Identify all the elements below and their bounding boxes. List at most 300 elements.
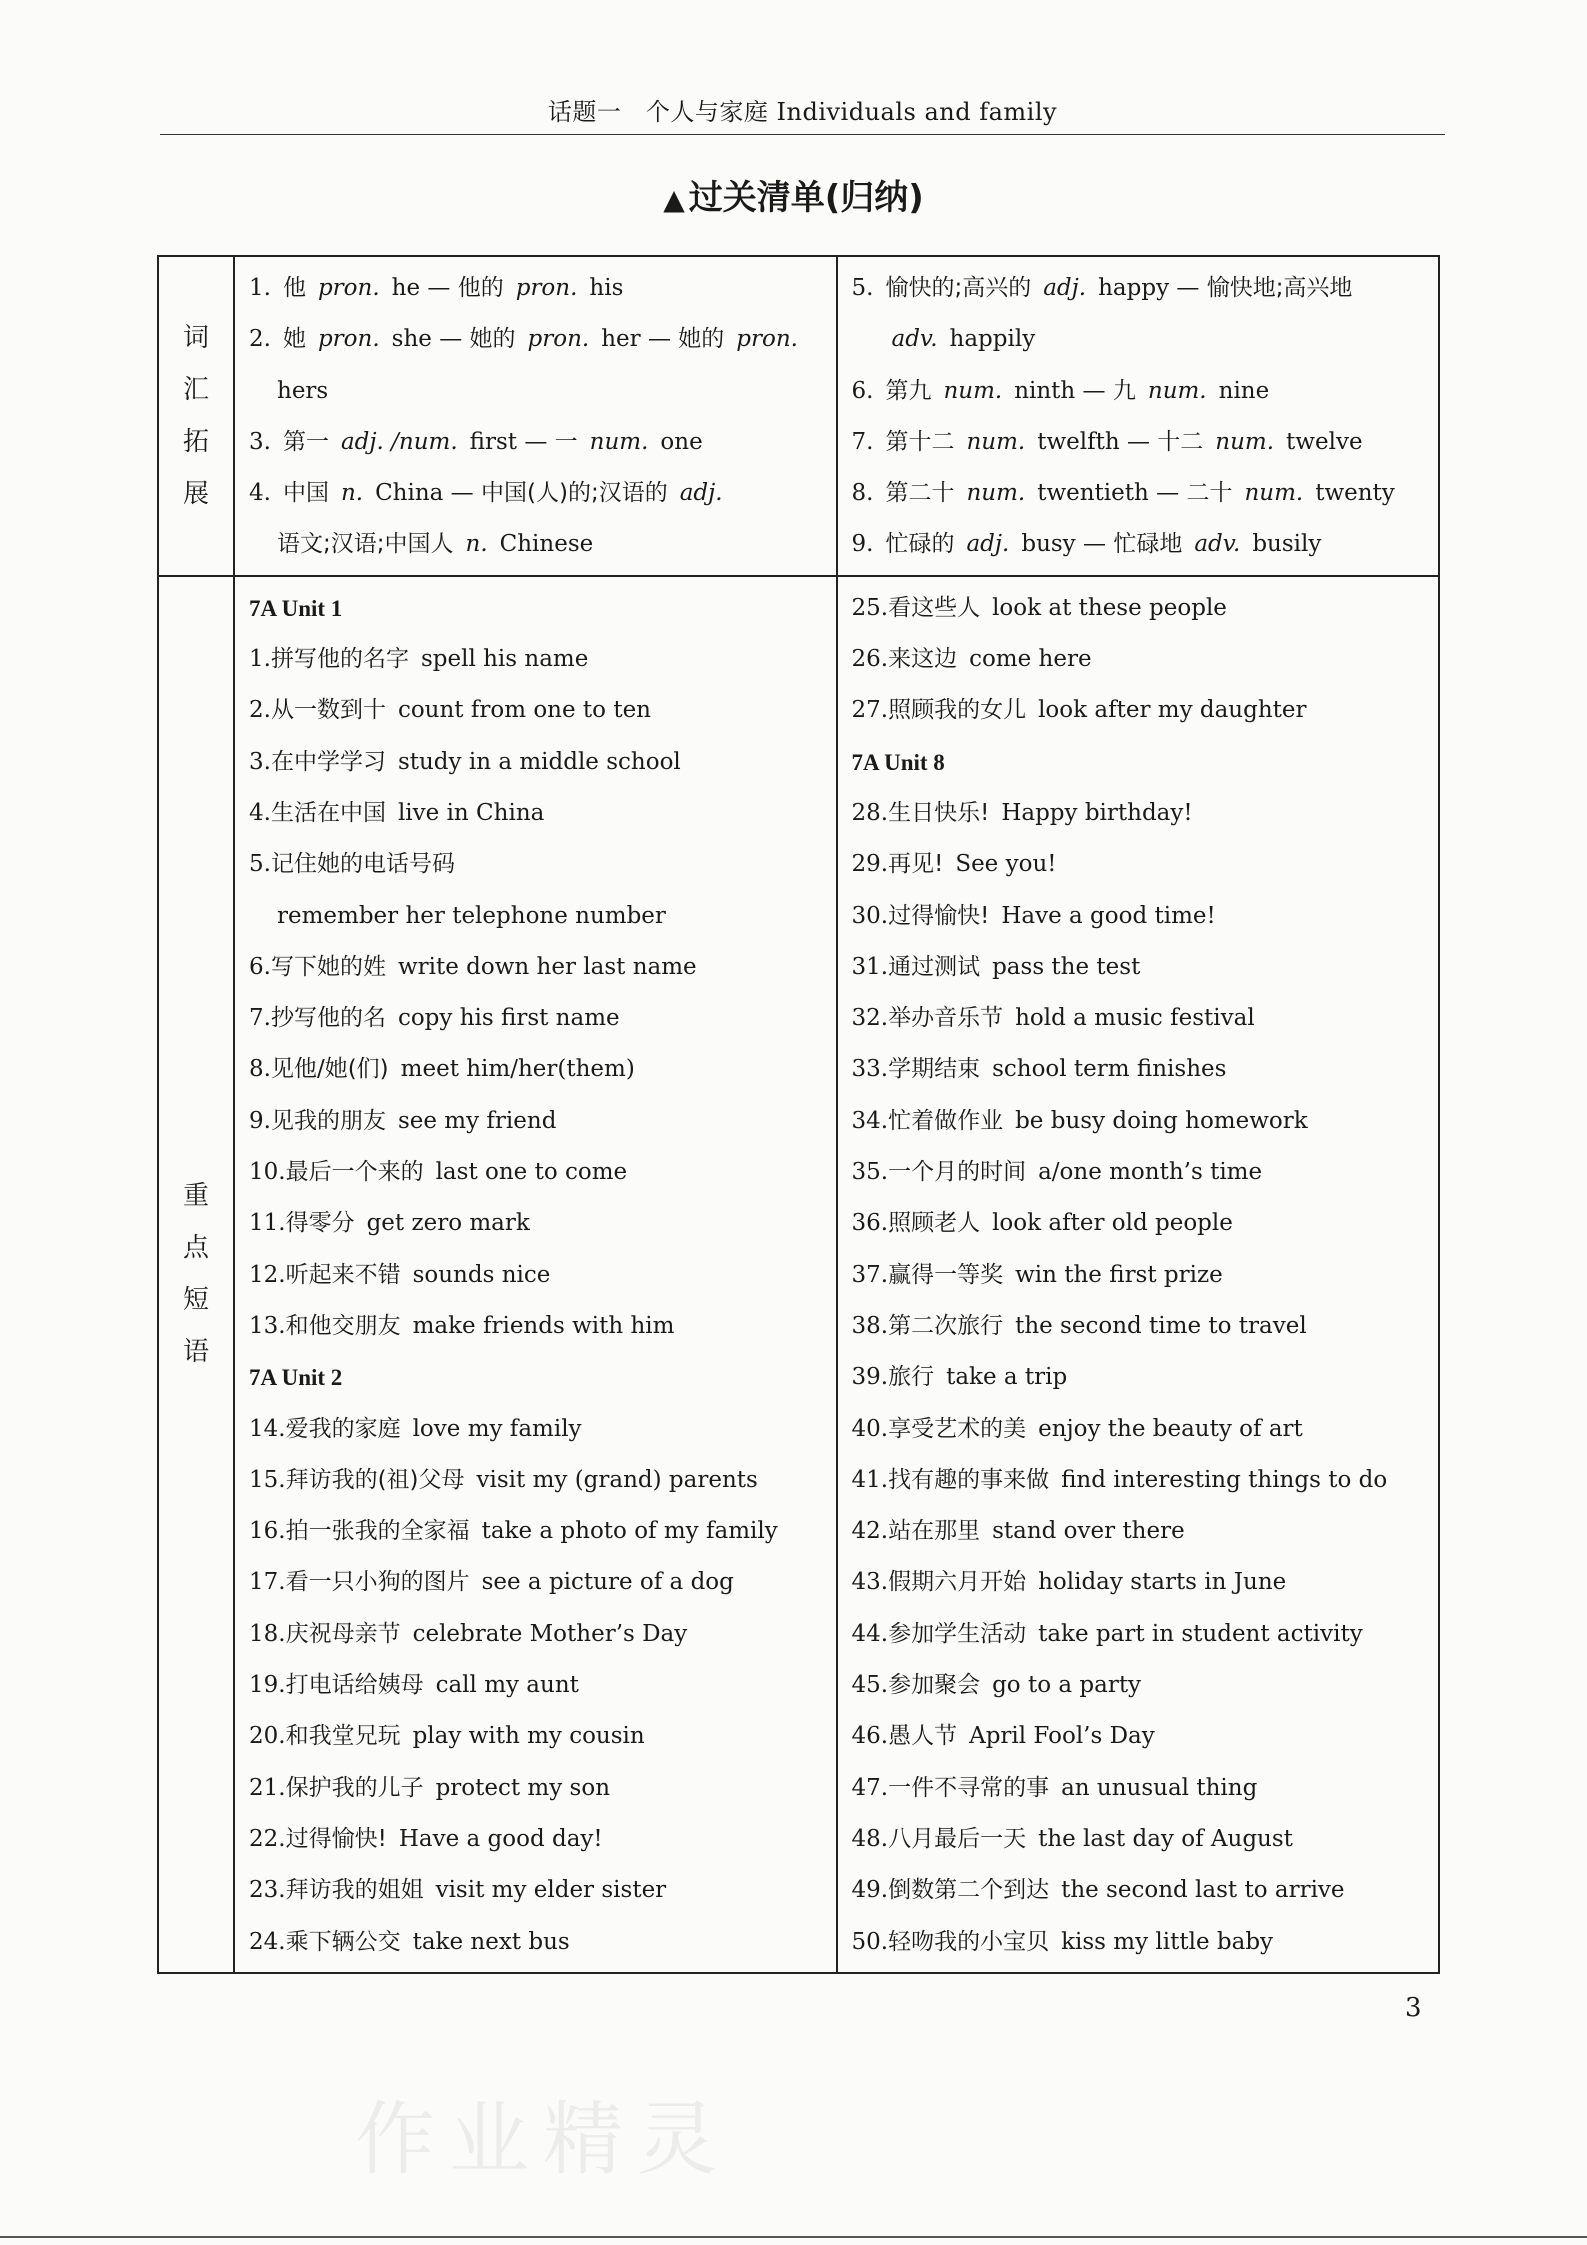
- entry-english: she: [391, 326, 432, 353]
- entry-english-2: his: [589, 275, 624, 301]
- phrase-english: look at these people: [992, 594, 1227, 621]
- vocab-row: [158, 256, 1439, 576]
- unit-heading: 7A Unit 8: [851, 749, 945, 775]
- phrase-number: 40.: [851, 1415, 889, 1442]
- phrase-chinese: 乘下辆公交: [285, 1928, 401, 1955]
- phrase-number: 41.: [851, 1466, 889, 1493]
- entry-pos: pron.: [317, 326, 380, 353]
- phrase-entry: [852, 1198, 1425, 1249]
- phrase-chinese: 记住她的电话号码: [270, 851, 455, 878]
- phrase-chinese: 拼写他的名字: [270, 646, 409, 673]
- dash: —: [640, 326, 679, 353]
- phrase-chinese: 找有趣的事来做: [888, 1466, 1050, 1493]
- phrase-chinese: 在中学学习: [270, 748, 386, 775]
- phrase-entry: [852, 634, 1425, 685]
- entry-continuation-pos: adv.: [891, 326, 938, 353]
- entry-english-2: twenty: [1315, 480, 1395, 507]
- phrase-number: 15.: [249, 1466, 286, 1493]
- phrase-entry: [249, 1147, 822, 1198]
- phrase-chinese: 来这边: [888, 646, 958, 673]
- phrase-english: call my aunt: [435, 1672, 579, 1699]
- phrase-number: 34.: [851, 1107, 889, 1134]
- entry-number: 8.: [851, 480, 874, 507]
- phrase-entry: [852, 891, 1425, 942]
- entry-pos-2: num.: [1244, 480, 1304, 507]
- dash: —: [1169, 275, 1207, 301]
- phrase-chinese: 假期六月开始: [888, 1569, 1027, 1596]
- phrase-chinese: 保护我的儿子: [285, 1774, 424, 1801]
- entry-chinese: 第九: [885, 377, 932, 404]
- phrase-english: count from one to ten: [397, 697, 651, 724]
- phrase-number: 12.: [249, 1261, 286, 1288]
- phrase-english: win the first prize: [1015, 1261, 1223, 1288]
- phrase-number: 31.: [851, 953, 889, 980]
- vocab-entry: [852, 417, 1425, 468]
- phrase-chinese: 看这些人: [888, 594, 981, 621]
- bottom-edge-rule: [0, 2236, 1587, 2238]
- phrase-english: kiss my little baby: [1061, 1928, 1274, 1955]
- phrase-number: 38.: [851, 1312, 889, 1339]
- phrase-chinese: 站在那里: [888, 1518, 981, 1545]
- entry-continuation-english: Chinese: [499, 531, 594, 558]
- phrase-chinese: 过得愉快!: [285, 1825, 387, 1852]
- phrase-number: 17.: [249, 1569, 286, 1596]
- entry-chinese-2: 九: [1112, 377, 1136, 404]
- phrase-entry: [249, 788, 822, 839]
- phrase-number: 45.: [851, 1672, 889, 1699]
- phrase-english: pass the test: [992, 953, 1141, 980]
- phrase-entry: [249, 1917, 822, 1968]
- entry-english: first: [469, 428, 518, 455]
- entry-pos-2: num.: [589, 428, 649, 455]
- phrase-english: take a trip: [946, 1364, 1068, 1391]
- phrase-number: 21.: [249, 1774, 286, 1801]
- phrase-number: 35.: [851, 1159, 889, 1186]
- phrase-chinese: 生日快乐!: [888, 799, 990, 826]
- phrase-chinese: 参加聚会: [888, 1672, 981, 1699]
- phrase-number: 14.: [249, 1415, 286, 1442]
- entry-pos-2: adv.: [1194, 531, 1241, 558]
- phrase-number: 7.: [249, 1005, 271, 1032]
- phrase-english: protect my son: [435, 1774, 611, 1801]
- entry-english: China: [375, 480, 444, 507]
- entry-english-2: busily: [1252, 531, 1322, 558]
- phrase-number: 26.: [851, 646, 889, 673]
- phrase-entry: [852, 1044, 1425, 1095]
- entry-continuation: hers: [277, 377, 329, 404]
- phrase-entry: [249, 1506, 822, 1557]
- phrase-chinese: 见我的朋友: [270, 1107, 386, 1134]
- entry-continuation-chinese: 语文;汉语;中国人: [277, 531, 454, 558]
- entry-pos-2: num.: [1147, 377, 1207, 404]
- entry-chinese-2: 二十: [1186, 480, 1233, 507]
- phrase-chinese: 赢得一等奖: [888, 1261, 1004, 1288]
- phrase-number: 22.: [249, 1825, 286, 1852]
- entry-number: 4.: [249, 480, 271, 507]
- entry-pos: adj. /num.: [340, 428, 458, 455]
- phrase-entry: [852, 1096, 1425, 1147]
- phrase-number: 47.: [851, 1774, 889, 1801]
- entry-pos: adj.: [966, 531, 1010, 558]
- entry-english-2: her: [601, 326, 641, 353]
- phrase-chinese: 第二次旅行: [888, 1312, 1004, 1339]
- entry-english: busy: [1021, 531, 1076, 558]
- category-char: 短: [182, 1285, 209, 1316]
- entry-pos-2: adj.: [679, 480, 723, 507]
- phrase-entry: [852, 1814, 1425, 1865]
- phrase-chinese: 和他交朋友: [285, 1312, 401, 1339]
- entry-chinese: 他: [282, 275, 306, 301]
- vocab-left-column: [234, 256, 837, 576]
- category-char: 展: [182, 478, 209, 509]
- phrase-english: go to a party: [992, 1672, 1142, 1699]
- entry-pos-2: pron.: [515, 275, 578, 301]
- phrase-number: 3.: [249, 748, 271, 775]
- phrase-english: live in China: [397, 799, 545, 826]
- phrase-chinese: 拜访我的(祖)父母: [285, 1466, 465, 1493]
- phrase-entry: [249, 737, 822, 788]
- phrases-left-column: [234, 576, 837, 1973]
- phrase-chinese: 举办音乐节: [888, 1005, 1004, 1032]
- phrase-chinese: 见他/她(们): [270, 1056, 389, 1083]
- entry-chinese-2: 愉快地;高兴地: [1206, 275, 1353, 301]
- phrase-english: look after my daughter: [1038, 697, 1307, 724]
- phrase-chinese: 学期结束: [888, 1056, 981, 1083]
- phrase-entry: [249, 685, 822, 736]
- phrase-number: 27.: [851, 697, 889, 724]
- phrase-english: see a picture of a dog: [481, 1569, 734, 1596]
- phrase-chinese: 庆祝母亲节: [285, 1620, 401, 1647]
- dash: —: [420, 275, 458, 301]
- phrase-english: play with my cousin: [412, 1723, 645, 1750]
- entry-number: 9.: [851, 531, 874, 558]
- phrase-english: spell his name: [420, 646, 589, 673]
- entry-english-2: nine: [1218, 377, 1270, 404]
- dash: —: [1075, 377, 1113, 404]
- phrase-number: 44.: [851, 1620, 889, 1647]
- phrase-entry: [249, 1096, 822, 1147]
- entry-chinese-3: 她的: [678, 326, 725, 353]
- phrase-english: holiday starts in June: [1038, 1569, 1287, 1596]
- unit-heading: 7A Unit 2: [249, 1365, 343, 1391]
- vocab-entry: [852, 468, 1425, 519]
- phrase-english: celebrate Mother’s Day: [412, 1620, 688, 1647]
- entry-chinese: 忙碌的: [885, 531, 955, 558]
- entry-chinese: 第一: [282, 428, 329, 455]
- phrase-entry: [852, 1557, 1425, 1608]
- entry-pos: pron.: [317, 275, 380, 301]
- phrase-english: a/one month’s time: [1038, 1159, 1263, 1186]
- phrase-number: 8.: [249, 1056, 271, 1083]
- phrase-chinese: 八月最后一天: [888, 1825, 1027, 1852]
- entry-number: 2.: [249, 326, 271, 353]
- phrase-entry: [249, 1865, 822, 1916]
- phrase-number: 49.: [851, 1877, 889, 1904]
- phrase-english: See you!: [955, 851, 1057, 878]
- phrase-entry: [249, 1404, 822, 1455]
- vocab-entry: [852, 263, 1425, 314]
- entry-number: 1.: [249, 275, 271, 301]
- phrase-english: last one to come: [435, 1159, 628, 1186]
- phrase-english: Have a good day!: [398, 1825, 603, 1852]
- entry-pos: num.: [966, 428, 1026, 455]
- phrase-english: the last day of August: [1038, 1825, 1293, 1852]
- phrase-chinese: 一个月的时间: [888, 1159, 1027, 1186]
- phrase-english: make friends with him: [412, 1312, 675, 1339]
- page-title: [0, 170, 1587, 219]
- phrases-category-cell: [158, 576, 234, 1973]
- phrase-number: 28.: [851, 799, 889, 826]
- header-rule: [160, 134, 1445, 135]
- phrase-english: get zero mark: [366, 1210, 530, 1237]
- entry-english-2: one: [660, 428, 703, 455]
- phrase-english: meet him/her(them): [400, 1056, 635, 1083]
- vocab-entry: [249, 519, 822, 570]
- phrase-number: 10.: [249, 1159, 286, 1186]
- phrase-chinese: 爱我的家庭: [285, 1415, 401, 1442]
- entry-english: twelfth: [1037, 428, 1120, 455]
- dash: —: [1075, 531, 1114, 558]
- phrase-chinese: 通过测试: [888, 953, 981, 980]
- phrase-chinese: 生活在中国: [270, 799, 386, 826]
- phrase-entry: [852, 942, 1425, 993]
- phrase-english: copy his first name: [397, 1005, 620, 1032]
- phrase-entry: [249, 993, 822, 1044]
- phrase-entry: [249, 1609, 822, 1660]
- phrase-chinese: 享受艺术的美: [888, 1415, 1027, 1442]
- phrase-chinese: 得零分: [285, 1210, 355, 1237]
- entry-chinese: 她: [282, 326, 306, 353]
- phrase-number: 46.: [851, 1723, 889, 1750]
- phrase-number: 5.: [249, 851, 271, 878]
- vocab-entry: [852, 366, 1425, 417]
- phrase-entry: [249, 942, 822, 993]
- phrase-english: take part in student activity: [1038, 1620, 1363, 1647]
- phrase-entry: [249, 1711, 822, 1762]
- category-char: 点: [182, 1233, 209, 1264]
- entry-chinese-2: 中国(人)的;汉语的: [481, 480, 668, 507]
- running-header: 话题一 个人与家庭 Individuals and family: [547, 98, 1058, 126]
- dash: —: [443, 480, 481, 507]
- phrase-number: 24.: [249, 1928, 286, 1955]
- entry-chinese: 第二十: [885, 480, 955, 507]
- phrase-entry: [852, 1404, 1425, 1455]
- entry-chinese: 愉快的;高兴的: [885, 275, 1032, 301]
- phrase-number: 20.: [249, 1723, 286, 1750]
- entry-english: twentieth: [1037, 480, 1149, 507]
- entry-number: 7.: [851, 428, 874, 455]
- triangle-icon: ▲: [663, 183, 685, 216]
- dash: —: [431, 326, 470, 353]
- vocab-entry: [852, 314, 1425, 365]
- entry-pos-2: num.: [1215, 428, 1275, 455]
- phrase-chinese: 倒数第二个到达: [888, 1877, 1050, 1904]
- phrase-number: 32.: [851, 1005, 889, 1032]
- entry-pos-3: pron.: [736, 326, 798, 353]
- category-char: 词: [182, 322, 209, 353]
- phrase-english: find interesting things to do: [1061, 1466, 1388, 1493]
- phrase-chinese: 忙着做作业: [888, 1107, 1004, 1134]
- phrase-number: 25.: [851, 594, 889, 621]
- phrase-entry: [852, 1147, 1425, 1198]
- entry-english: ninth: [1014, 377, 1076, 404]
- phrase-number: 1.: [249, 646, 271, 673]
- phrase-number: 37.: [851, 1261, 889, 1288]
- phrase-entry: [249, 839, 822, 890]
- entry-chinese-2: 忙碌地: [1113, 531, 1183, 558]
- phrases-right-column: [837, 576, 1440, 1973]
- entry-chinese-2: 十二: [1157, 428, 1204, 455]
- entry-number: 6.: [851, 377, 874, 404]
- phrase-chinese: 照顾我的女儿: [888, 697, 1027, 724]
- entry-english: he: [391, 275, 421, 301]
- entry-number: 5.: [851, 275, 874, 301]
- category-char: 语: [182, 1337, 209, 1368]
- phrase-english: look after old people: [992, 1210, 1233, 1237]
- phrase-entry: [249, 1660, 822, 1711]
- entry-chinese-2: 他的: [457, 275, 504, 301]
- phrase-chinese: 打电话给姨母: [285, 1672, 424, 1699]
- phrase-number: 39.: [851, 1364, 889, 1391]
- phrase-number: 18.: [249, 1620, 286, 1647]
- phrase-english: come here: [969, 646, 1092, 673]
- phrase-number: 50.: [851, 1928, 889, 1955]
- phrase-number: 9.: [249, 1107, 271, 1134]
- phrase-chinese: 听起来不错: [285, 1261, 401, 1288]
- phrase-english: be busy doing homework: [1015, 1107, 1308, 1134]
- phrase-entry: [852, 1506, 1425, 1557]
- phrase-number: 42.: [851, 1518, 889, 1545]
- phrase-english: stand over there: [992, 1518, 1185, 1545]
- phrase-english: sounds nice: [412, 1261, 551, 1288]
- phrase-chinese: 照顾老人: [888, 1210, 981, 1237]
- phrase-entry: [852, 1250, 1425, 1301]
- phrase-chinese: 旅行: [888, 1364, 935, 1391]
- phrase-entry: [852, 1352, 1425, 1403]
- category-char: 拓: [182, 426, 209, 457]
- phrase-number: 16.: [249, 1518, 286, 1545]
- phrase-entry: [852, 1865, 1425, 1916]
- entry-continuation-pos: n.: [465, 531, 488, 558]
- phrase-chinese: 写下她的姓: [270, 953, 386, 980]
- phrase-entry: [852, 1711, 1425, 1762]
- phrase-english: take next bus: [412, 1928, 570, 1955]
- phrase-entry: [249, 1198, 822, 1249]
- phrase-number: 29.: [851, 851, 889, 878]
- phrase-english: school term finishes: [992, 1056, 1227, 1083]
- phrase-english: hold a music festival: [1015, 1005, 1255, 1032]
- entry-chinese: 第十二: [885, 428, 955, 455]
- phrase-number: 4.: [249, 799, 271, 826]
- phrase-english: visit my elder sister: [435, 1877, 667, 1904]
- entry-pos: num.: [943, 377, 1003, 404]
- phrase-number: 48.: [851, 1825, 889, 1852]
- phrase-entry: [249, 1250, 822, 1301]
- entry-chinese-2: 一: [554, 428, 578, 455]
- summary-table: [157, 255, 1440, 1974]
- vocab-entry: [249, 468, 822, 519]
- phrase-entry: [852, 1301, 1425, 1352]
- phrase-chinese: 从一数到十: [270, 697, 386, 724]
- phrase-english: Have a good time!: [1001, 902, 1216, 929]
- phrase-chinese: 抄写他的名: [270, 1005, 386, 1032]
- phrase-chinese: 过得愉快!: [888, 902, 990, 929]
- phrase-entry: [852, 1763, 1425, 1814]
- category-char: 重: [182, 1181, 209, 1212]
- page-number: 3: [1405, 1993, 1422, 2023]
- dash: —: [1119, 428, 1158, 455]
- entry-english: happy: [1098, 275, 1170, 301]
- phrase-chinese: 和我堂兄玩: [285, 1723, 401, 1750]
- phrase-number: 23.: [249, 1877, 286, 1904]
- phrase-chinese: 拜访我的姐姐: [285, 1877, 424, 1904]
- phrase-entry: [249, 1557, 822, 1608]
- phrase-entry: [852, 1660, 1425, 1711]
- entry-english-2: twelve: [1286, 428, 1363, 455]
- phrase-number: 43.: [851, 1569, 889, 1596]
- phrase-entry: [249, 1763, 822, 1814]
- phrase-entry: [852, 1917, 1425, 1968]
- phrase-entry: [852, 685, 1425, 736]
- phrase-entry: [249, 1044, 822, 1095]
- phrase-entry: [249, 1814, 822, 1865]
- vocab-entry: [852, 519, 1425, 570]
- title-text: 过关清单(归纳): [688, 178, 924, 218]
- vocab-entry: [249, 314, 822, 365]
- dash: —: [1148, 480, 1187, 507]
- phrase-number: 36.: [851, 1210, 889, 1237]
- vocab-entry: [249, 366, 822, 417]
- phrase-chinese: 最后一个来的: [285, 1159, 424, 1186]
- phrase-chinese: 拍一张我的全家福: [285, 1518, 470, 1545]
- phrase-english: study in a middle school: [397, 748, 681, 775]
- phrase-chinese: 轻吻我的小宝贝: [888, 1928, 1050, 1955]
- phrase-continuation: remember her telephone number: [277, 902, 666, 929]
- entry-continuation-english: happily: [949, 326, 1036, 353]
- phrase-english: love my family: [412, 1415, 582, 1442]
- phrase-number: 11.: [249, 1210, 286, 1237]
- category-char: 汇: [182, 374, 209, 405]
- phrase-entry: [249, 634, 822, 685]
- phrase-english: April Fool’s Day: [969, 1723, 1155, 1750]
- phrase-chinese: 参加学生活动: [888, 1620, 1027, 1647]
- entry-pos-2: pron.: [527, 326, 590, 353]
- phrase-chinese: 再见!: [888, 851, 944, 878]
- vocab-category-cell: [158, 256, 234, 576]
- entry-pos: n.: [340, 480, 364, 507]
- dash: —: [517, 428, 555, 455]
- entry-pos: num.: [966, 480, 1026, 507]
- phrase-entry: [852, 1609, 1425, 1660]
- phrase-number: 6.: [249, 953, 271, 980]
- phrase-english: the second last to arrive: [1061, 1877, 1345, 1904]
- entry-chinese-2: 她的: [469, 326, 516, 353]
- phrase-english: Happy birthday!: [1001, 799, 1193, 826]
- phrase-entry: [852, 1455, 1425, 1506]
- phrase-entry: [852, 583, 1425, 634]
- phrase-english: see my friend: [397, 1107, 557, 1134]
- phrase-english: take a photo of my family: [481, 1518, 778, 1545]
- phrase-english: an unusual thing: [1061, 1774, 1258, 1801]
- unit-heading: 7A Unit 1: [249, 595, 343, 621]
- phrase-chinese: 一件不寻常的事: [888, 1774, 1050, 1801]
- phrase-entry: [852, 993, 1425, 1044]
- entry-pos: adj.: [1043, 275, 1087, 301]
- phrase-english: write down her last name: [397, 953, 697, 980]
- vocab-entry: [249, 417, 822, 468]
- phrases-row: [158, 576, 1439, 1973]
- watermark: 作业精灵: [355, 2093, 731, 2186]
